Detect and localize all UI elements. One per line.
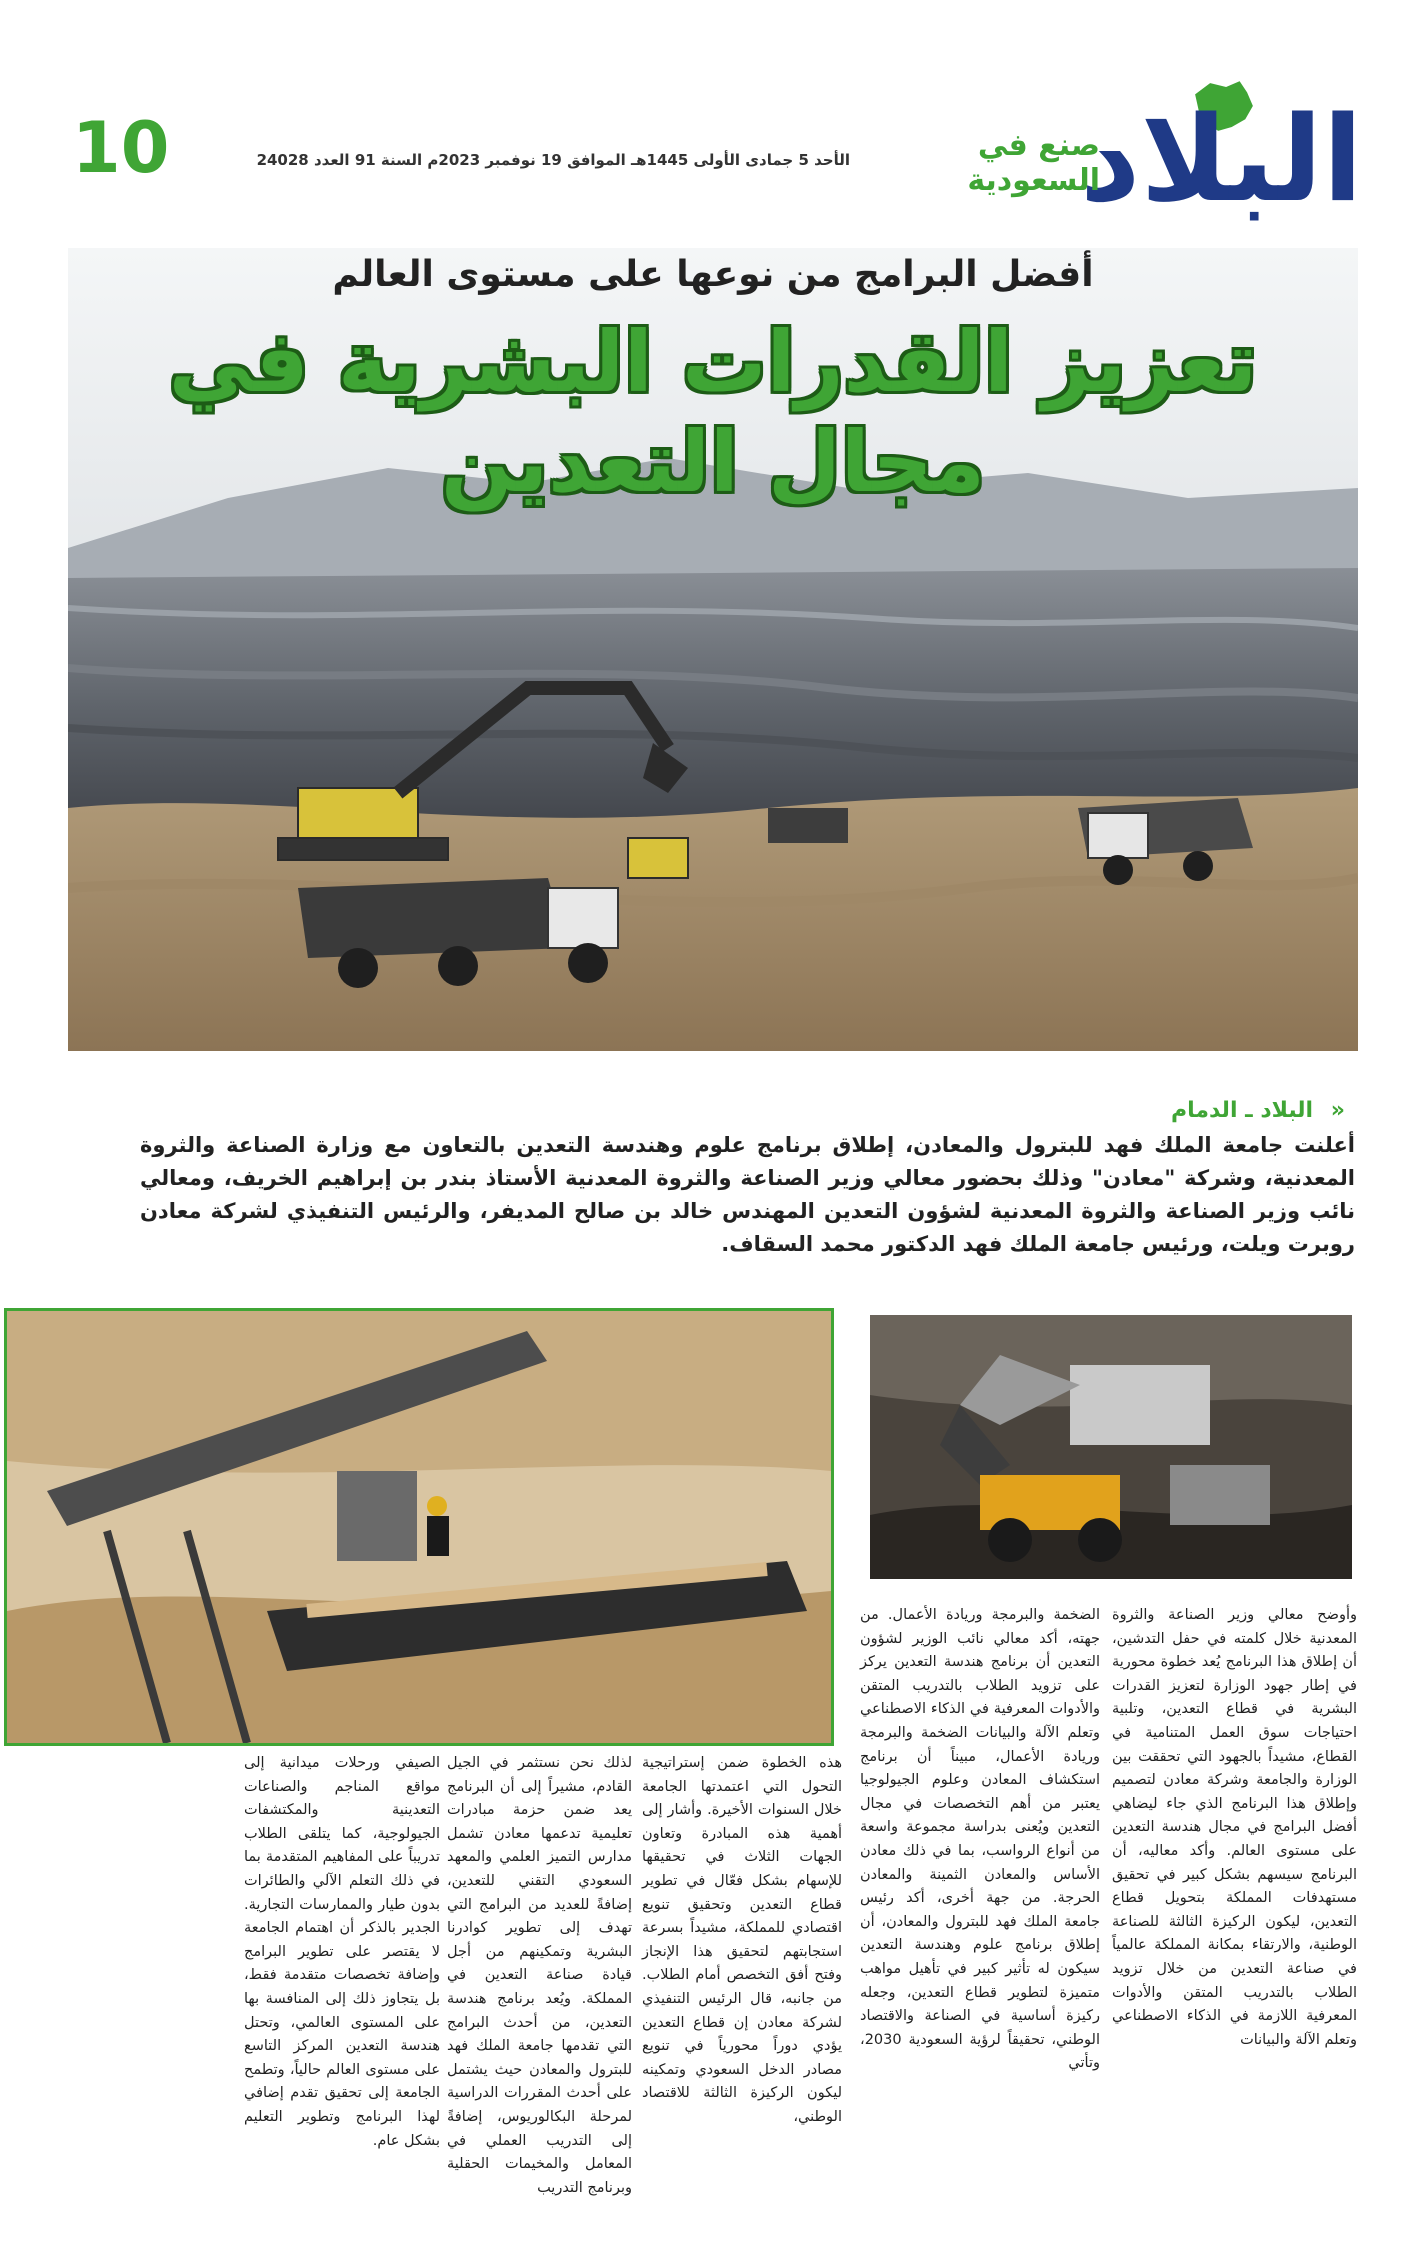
double-chevron-left-icon: «	[1330, 1098, 1345, 1123]
tagline: صنع في السعودية	[967, 128, 1100, 198]
article-kicker: أفضل البرامج من نوعها على مستوى العالم	[332, 254, 1094, 295]
body-column-text: هذه الخطوة ضمن إستراتيجية التحول التي اعتمدتها الجامعة خلال السنوات الأخيرة. وأشار إلى أهمية هذه المبادرة وتعاون الجهات الثلاث في تحقيقها للإسهام بشكل فعّال في تطوير قطاع التعدين وتحقيق تنويع اقتصادي للمملكة، مشيداً بسرعة استجابتهم لتحقيق هذا الإنجاز وفتح أفق التخصص أمام الطلاب. من جانبه، قال الرئيس التنفيذي لشركة معادن إن قطاع التعدين يؤدي دوراً محورياً في تنويع مصادر الدخل السعودي وتمكينه ليكون الركيزة الثالثة للاقتصاد الوطني،	[642, 1755, 842, 2125]
body-column-4	[447, 1752, 632, 2200]
logo-wordmark: البلاد	[1079, 90, 1363, 228]
conveyor-photo	[4, 1308, 834, 1746]
article-byline	[1030, 1098, 1345, 1123]
article-headline: تعزيز القدرات البشرية في مجال التعدين	[168, 313, 1258, 511]
body-column-2	[860, 1604, 1100, 2076]
dateline: الأحد 5 جمادى الأولى 1445هـ الموافق 19 نوفمبر 2023م السنة 91 العدد 24028	[256, 151, 850, 169]
body-column-3	[642, 1752, 842, 2130]
excavator-photo	[870, 1315, 1352, 1579]
body-column-text: الصيفي ورحلات ميدانية إلى مواقع المناجم والصناعات التعدينية والمكتشفات الجيولوجية، كما يتلقى الطلاب تدريباً على المفاهيم المتقدمة بما في ذلك التعلم الآلي والطائرات بدون طيار والممارسات التجارية. الجدير بالذكر أن اهتمام الجامعة لا يقتصر على تطوير البرامج وإضافة تخصصات متقدمة فقط، بل يتجاوز ذلك إلى المنافسة بها على المستوى العالمي، وتحتل هندسة التعدين المركز التاسع على مستوى العالم حالياً، وتطمح الجامعة إلى تحقيق تقدم إضافي لهذا البرنامج وتطوير التعليم بشكل عام.	[244, 1755, 440, 2149]
body-column-1	[1112, 1604, 1357, 2052]
body-column-5	[244, 1752, 440, 2153]
body-column-text: وأوضح معالي وزير الصناعة والثروة المعدنية خلال كلمته في حفل التدشين، أن إطلاق هذا البرنامج يُعد خطوة محورية في إطار جهود الوزارة لتعزيز القدرات البشرية في قطاع التعدين، وتلبية احتياجات سوق العمل المتنامية في القطاع، مشيداً بالجهود التي تحققت بين الوزارة والجامعة وشركة معادن لتصميم وإطلاق هذا البرنامج الذي جاء ليضاهي أفضل البرامج في مجال هندسة التعدين على مستوى العالم. وأكد معاليه، أن البرنامج سيسهم بشكل كبير في تحقيق مستهدفات المملكة بتحويل قطاع التعدين، ليكون الركيزة الثالثة للصناعة الوطنية، والارتقاء بمكانة المملكة عالمياً في صناعة التعدين من خلال تزويد الطلاب بالتدريب المتقن والأدوات المعرفية اللازمة في الذكاء الاصطناعي وتعلم الآلة والبيانات	[1112, 1607, 1357, 2048]
page-number: 10	[72, 107, 170, 189]
byline-text: البلاد ـ الدمام	[1170, 1098, 1314, 1123]
body-column-text: الضخمة والبرمجة وريادة الأعمال. من جهته، أكد معالي نائب الوزير لشؤون التعدين أن برنامج هندسة التعدين يركز على تزويد الطلاب بالتدريب المتقن والأدوات المعرفية في الذكاء الاصطناعي وتعلم الآلة والبيانات الضخمة والبرمجة وريادة الأعمال، مبيناً أن برنامج استكشاف المعادن وعلوم الجيولوجيا يعتبر من أهم التخصصات في مجال التعدين ويُعنى بدراسة مجموعة واسعة من أنواع الرواسب، بما في ذلك معادن الأساس والمعادن الثمينة والمعادن الحرجة. من جهة أخرى، أكد رئيس جامعة الملك فهد للبترول والمعادن، أن إطلاق برنامج علوم وهندسة التعدين سيكون له تأثير كبير في تأهيل مواهب متميزة لتطوير قطاع التعدين، وجعله ركيزة أساسية في الصناعة والاقتصاد الوطني، تحقيقاً لرؤية السعودية 2030، وتأتي	[860, 1607, 1100, 2072]
newspaper-logo	[1079, 84, 1363, 234]
article-lead: أعلنت جامعة الملك فهد للبترول والمعادن، إطلاق برنامج علوم وهندسة التعدين بالتعاون مع وزارة الصناعة والثروة المعدنية، وشركة "معادن" وذلك بحضور معالي وزير الصناعة والثروة المعدنية الأستاذ بندر بن إبراهيم الخريف، ومعالي نائب وزير الصناعة والثروة المعدنية لشؤون التعدين المهندس خالد بن صالح المديفر، والرئيس التنفيذي لشركة معادن روبرت ويلت، ورئيس جامعة الملك فهد الدكتور محمد السقاف.	[140, 1133, 1355, 1256]
body-column-text: لذلك نحن نستثمر في الجيل القادم، مشيراً إلى أن البرنامج يعد ضمن حزمة مبادرات تعليمية تدعمها معادن تشمل مدارس التميز العلمي والمعهد السعودي التقني للتعدين، إضافةً للعديد من البرامج التي تهدف إلى تطوير كوادرنا البشرية وتمكينهم من أجل قيادة صناعة التعدين في المملكة. ويُعد برنامج هندسة التعدين، من أحدث البرامج التي تقدمها جامعة الملك فهد للبترول والمعادن حيث يشتمل على أحدث المقررات الدراسية لمرحلة البكالوريوس، إضافةً إلى التدريب العملي في المعامل والمخيمات الحقلية وبرنامج التدريب	[447, 1755, 632, 2196]
